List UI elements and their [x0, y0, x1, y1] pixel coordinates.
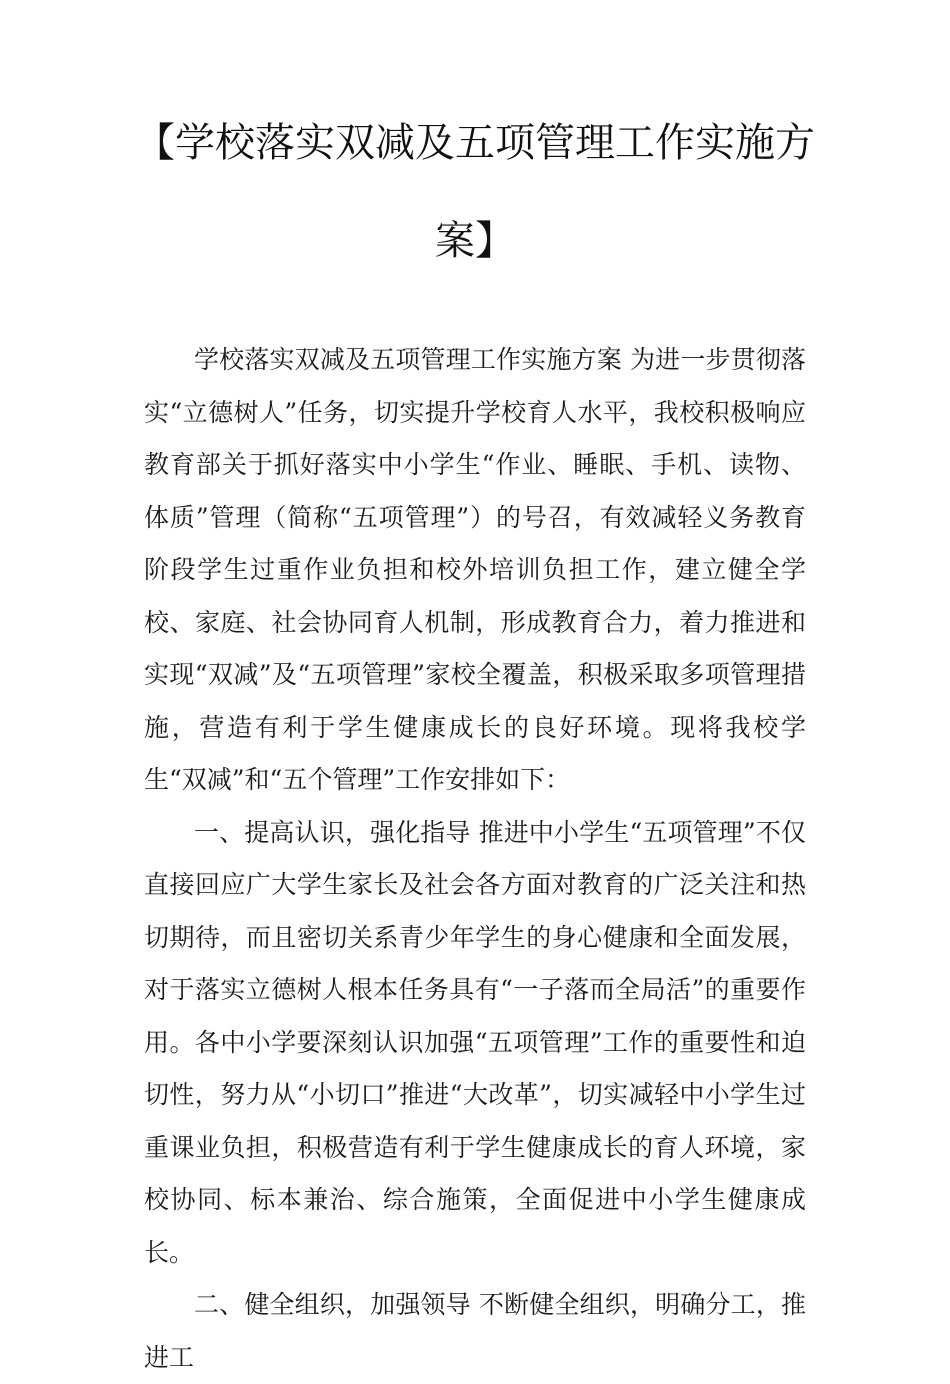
paragraph-section-one: 一、提高认识，强化指导 推进中小学生“五项管理”不仅直接回应广大学生家长及社会各方面对教育的广泛关注和热切期待，而且密切关系青少年学生的身心健康和全面发展，对于落实立德树人根本任务具有“一子落而全局活”的重要作用。各中小学要深刻认识加强“五项管理”工作的重要性和迫切性，努力从“小切口”推进“大改革”，切实减轻中小学生过重课业负担，积极营造有利于学生健康成长的育人环境，家校协同、标本兼治、综合施策，全面促进中小学生健康成长。: [144, 817, 806, 1267]
paragraph-intro: 学校落实双减及五项管理工作实施方案 为进一步贯彻落实“立德树人”任务，切实提升学校育人水平，我校积极响应教育部关于抓好落实中小学生“作业、睡眠、手机、读物、体质”管理（简称“五项管理”）的号召，有效减轻义务教育阶段学生过重作业负担和校外培训负担工作，建立健全学校、家庭、社会协同育人机制，形成教育合力，着力推进和实现“双减”及“五项管理”家校全覆盖，积极采取多项管理措施，营造有利于学生健康成长的良好环境。现将我校学生“双减”和“五个管理”工作安排如下：: [144, 345, 806, 794]
document-title-line-2: 案】: [435, 218, 515, 264]
document-body: [144, 334, 806, 1384]
document-title-line-1: 【学校落实双减及五项管理工作实施方: [135, 120, 815, 166]
paragraph-section-two: 二、健全组织，加强领导 不断健全组织，明确分工，推进工: [144, 1290, 806, 1372]
